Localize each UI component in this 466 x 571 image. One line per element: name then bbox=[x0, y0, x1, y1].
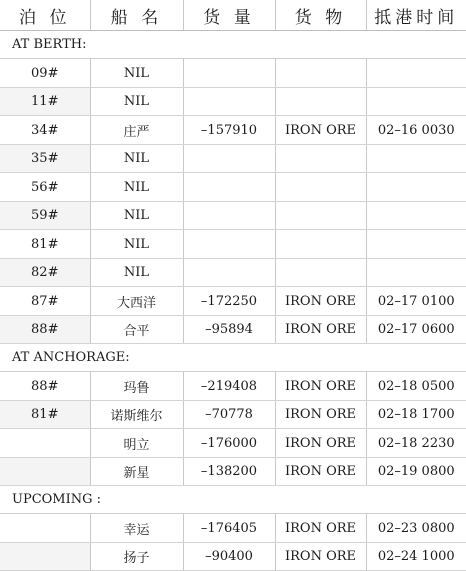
cell-berth: 34# bbox=[0, 116, 90, 145]
cell-vessel: 大西洋 bbox=[90, 287, 183, 316]
cell-quantity: –95894 bbox=[183, 316, 275, 344]
cell-berth: 35# bbox=[0, 145, 90, 173]
section-row bbox=[0, 344, 466, 372]
cell-vessel: 幸运 bbox=[90, 514, 183, 543]
cell-berth: 56# bbox=[0, 173, 90, 202]
cell-vessel: NIL bbox=[90, 145, 183, 173]
section-title: AT BERTH: bbox=[0, 31, 466, 59]
cell-eta: 02–18 0500 bbox=[366, 372, 466, 401]
cell-cargo: IRON ORE bbox=[275, 316, 366, 344]
cell-cargo: IRON ORE bbox=[275, 116, 366, 145]
table-row bbox=[0, 59, 466, 88]
cell-berth: 11# bbox=[0, 88, 90, 116]
cell-eta bbox=[366, 259, 466, 287]
cell-cargo bbox=[275, 88, 366, 116]
cell-eta: 02–17 0600 bbox=[366, 316, 466, 344]
cell-berth bbox=[0, 458, 90, 486]
section-row bbox=[0, 486, 466, 514]
cell-berth: 81# bbox=[0, 230, 90, 259]
cell-cargo: IRON ORE bbox=[275, 458, 366, 486]
cell-eta: 02–23 0800 bbox=[366, 514, 466, 543]
cell-vessel: NIL bbox=[90, 202, 183, 230]
table-row bbox=[0, 230, 466, 259]
table-row bbox=[0, 259, 466, 287]
cell-quantity bbox=[183, 173, 275, 202]
cell-eta bbox=[366, 88, 466, 116]
section-title: AT ANCHORAGE: bbox=[0, 344, 466, 372]
cell-quantity bbox=[183, 230, 275, 259]
cell-quantity: –138200 bbox=[183, 458, 275, 486]
table-row bbox=[0, 202, 466, 230]
cell-vessel: 玛鲁 bbox=[90, 372, 183, 401]
cell-cargo: IRON ORE bbox=[275, 514, 366, 543]
cell-quantity bbox=[183, 202, 275, 230]
header-row bbox=[0, 0, 466, 31]
cell-berth: 82# bbox=[0, 259, 90, 287]
cell-cargo: IRON ORE bbox=[275, 372, 366, 401]
cell-cargo bbox=[275, 173, 366, 202]
cell-cargo: IRON ORE bbox=[275, 401, 366, 429]
cell-berth: 88# bbox=[0, 316, 90, 344]
cell-vessel: NIL bbox=[90, 59, 183, 88]
cell-quantity: –172250 bbox=[183, 287, 275, 316]
cell-berth bbox=[0, 429, 90, 458]
table-row bbox=[0, 458, 466, 486]
header-quantity: 货 量 bbox=[183, 0, 275, 31]
cell-eta bbox=[366, 173, 466, 202]
table-row bbox=[0, 429, 466, 458]
section-title: UPCOMING : bbox=[0, 486, 466, 514]
header-vessel: 船 名 bbox=[90, 0, 183, 31]
cell-vessel: 庄严 bbox=[90, 116, 183, 145]
cell-cargo bbox=[275, 259, 366, 287]
cell-eta bbox=[366, 202, 466, 230]
cell-berth bbox=[0, 543, 90, 571]
table-row bbox=[0, 116, 466, 145]
cell-eta: 02–17 0100 bbox=[366, 287, 466, 316]
cell-vessel: 明立 bbox=[90, 429, 183, 458]
cell-cargo: IRON ORE bbox=[275, 543, 366, 571]
cell-berth: 87# bbox=[0, 287, 90, 316]
cell-cargo bbox=[275, 202, 366, 230]
cell-quantity bbox=[183, 88, 275, 116]
cell-vessel: NIL bbox=[90, 259, 183, 287]
cell-eta: 02–19 0800 bbox=[366, 458, 466, 486]
cell-quantity: –157910 bbox=[183, 116, 275, 145]
cell-quantity bbox=[183, 145, 275, 173]
table-row bbox=[0, 173, 466, 202]
section-row bbox=[0, 31, 466, 59]
header-eta: 抵港时间 bbox=[366, 0, 466, 31]
cell-vessel: 合平 bbox=[90, 316, 183, 344]
table-row bbox=[0, 401, 466, 429]
cell-eta bbox=[366, 145, 466, 173]
cell-eta bbox=[366, 230, 466, 259]
cell-cargo: IRON ORE bbox=[275, 287, 366, 316]
cell-eta: 02–16 0030 bbox=[366, 116, 466, 145]
cell-vessel: 诺斯维尔 bbox=[90, 401, 183, 429]
cell-berth bbox=[0, 514, 90, 543]
cell-berth: 59# bbox=[0, 202, 90, 230]
cell-quantity: –90400 bbox=[183, 543, 275, 571]
cell-quantity: –176000 bbox=[183, 429, 275, 458]
table-row bbox=[0, 543, 466, 571]
cell-eta: 02–18 1700 bbox=[366, 401, 466, 429]
cell-quantity bbox=[183, 59, 275, 88]
cell-eta: 02–24 1000 bbox=[366, 543, 466, 571]
cell-berth: 88# bbox=[0, 372, 90, 401]
cell-vessel: NIL bbox=[90, 88, 183, 116]
cell-berth: 09# bbox=[0, 59, 90, 88]
table-row bbox=[0, 372, 466, 401]
cell-berth: 81# bbox=[0, 401, 90, 429]
cell-eta: 02–18 2230 bbox=[366, 429, 466, 458]
cell-vessel: 扬子 bbox=[90, 543, 183, 571]
cell-vessel: 新星 bbox=[90, 458, 183, 486]
cell-cargo: IRON ORE bbox=[275, 429, 366, 458]
table-row bbox=[0, 514, 466, 543]
cell-vessel: NIL bbox=[90, 173, 183, 202]
cell-quantity: –176405 bbox=[183, 514, 275, 543]
table-row bbox=[0, 316, 466, 344]
table-row bbox=[0, 88, 466, 116]
header-cargo: 货 物 bbox=[275, 0, 366, 31]
header-berth: 泊 位 bbox=[0, 0, 90, 31]
cell-quantity: –219408 bbox=[183, 372, 275, 401]
cell-cargo bbox=[275, 145, 366, 173]
cell-quantity: –70778 bbox=[183, 401, 275, 429]
cell-quantity bbox=[183, 259, 275, 287]
cell-eta bbox=[366, 59, 466, 88]
cell-cargo bbox=[275, 59, 366, 88]
cell-cargo bbox=[275, 230, 366, 259]
table-row bbox=[0, 145, 466, 173]
table-body bbox=[0, 31, 466, 571]
table-row bbox=[0, 287, 466, 316]
cell-vessel: NIL bbox=[90, 230, 183, 259]
